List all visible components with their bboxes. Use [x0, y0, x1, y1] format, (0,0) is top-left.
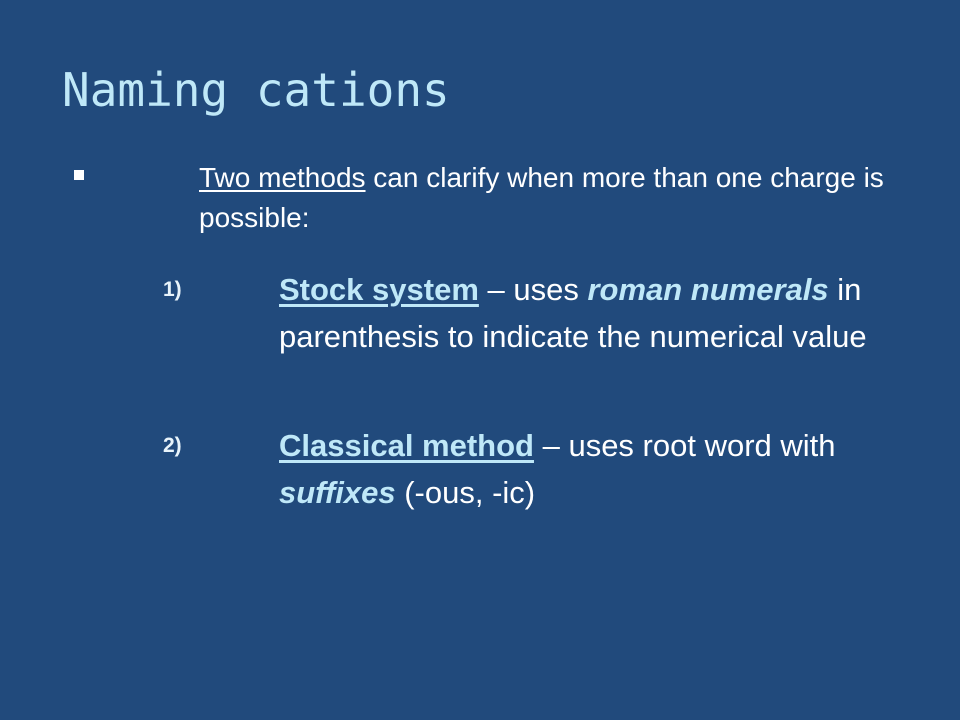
item-dash-text: – uses root word with: [533, 428, 836, 463]
slide-title: Naming cations: [62, 63, 450, 117]
item-number: 1): [163, 278, 182, 301]
item-rest-text: (-ous, -ic): [395, 475, 536, 510]
item-emphasis: roman numerals: [587, 272, 829, 307]
item-text: [279, 266, 919, 360]
item-text: [279, 422, 919, 516]
item-rest-text: in parenthesis to indicate the numerical value: [279, 272, 867, 354]
item-emphasis: suffixes: [279, 475, 396, 510]
item-term: Stock system: [279, 272, 479, 307]
item-term: Classical method: [279, 428, 534, 463]
bullet-underlined-phrase: Two methods: [199, 162, 366, 193]
bullet-text: [199, 158, 899, 238]
square-bullet-icon: [74, 170, 84, 180]
item-dash-text: – uses: [478, 272, 588, 307]
item-number: 2): [163, 434, 182, 457]
bullet-rest-text: can clarify when more than one charge is possible:: [199, 162, 884, 233]
